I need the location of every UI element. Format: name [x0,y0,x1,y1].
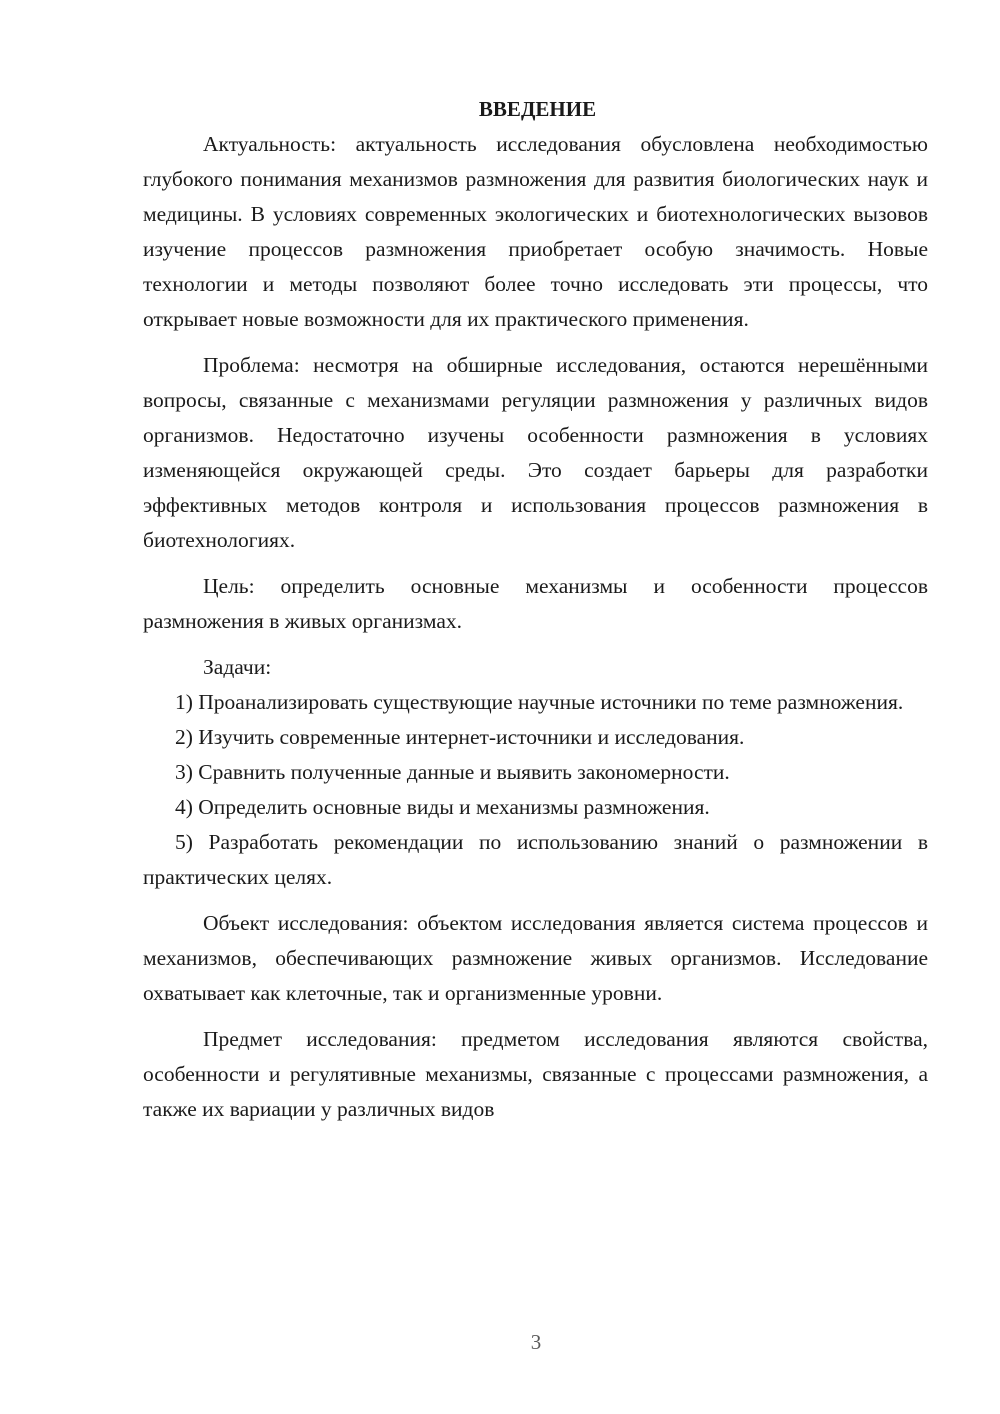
task-item-1: 1) Проанализировать существующие научные источники по теме размножения. [175,690,904,714]
document-page [143,92,928,1127]
problem-paragraph: Проблема: несмотря на обширные исследования, остаются нерешёнными вопросы, связанные с механизмами регуляции размножения у различных видов организмов. Недостаточно изучены особенности размножения в условиях изменяющейся окружающей среды. Это создает барьеры для разработки эффективных методов контроля и использования процессов размножения в биотехнологиях. [143,353,928,552]
tasks-label: Задачи: [203,655,272,679]
task-item-4: 4) Определить основные виды и механизмы размножения. [175,795,710,819]
task-item-2: 2) Изучить современные интернет-источники и исследования. [175,725,745,749]
page-number: 3 [530,1330,542,1354]
task-item-5: 5) Разработать рекомендации по использованию знаний о размножении в практических целях. [143,830,928,889]
object-paragraph: Объект исследования: объектом исследования является система процессов и механизмов, обеспечивающих размножение живых организмов. Исследование охватывает как клеточные, так и организменные уровни. [143,911,928,1005]
relevance-paragraph: Актуальность: актуальность исследования обусловлена необходимостью глубокого понимания механизмов размножения для развития биологических наук и медицины. В условиях современных экологических и биотехнологических вызовов изучение процессов размножения приобретает особую значимость. Новые технологии и методы позволяют более точно исследовать эти процессы, что открывает новые возможности для их практического применения. [143,132,928,331]
goal-paragraph: Цель: определить основные механизмы и особенности процессов размножения в живых организмах. [143,574,928,633]
task-item-3: 3) Сравнить полученные данные и выявить закономерности. [175,760,730,784]
subject-paragraph: Предмет исследования: предметом исследования являются свойства, особенности и регулятивные механизмы, связанные с процессами размножения, а также их вариации у различных видов [143,1027,928,1121]
section-heading: ВВЕДЕНИЕ [478,97,597,121]
